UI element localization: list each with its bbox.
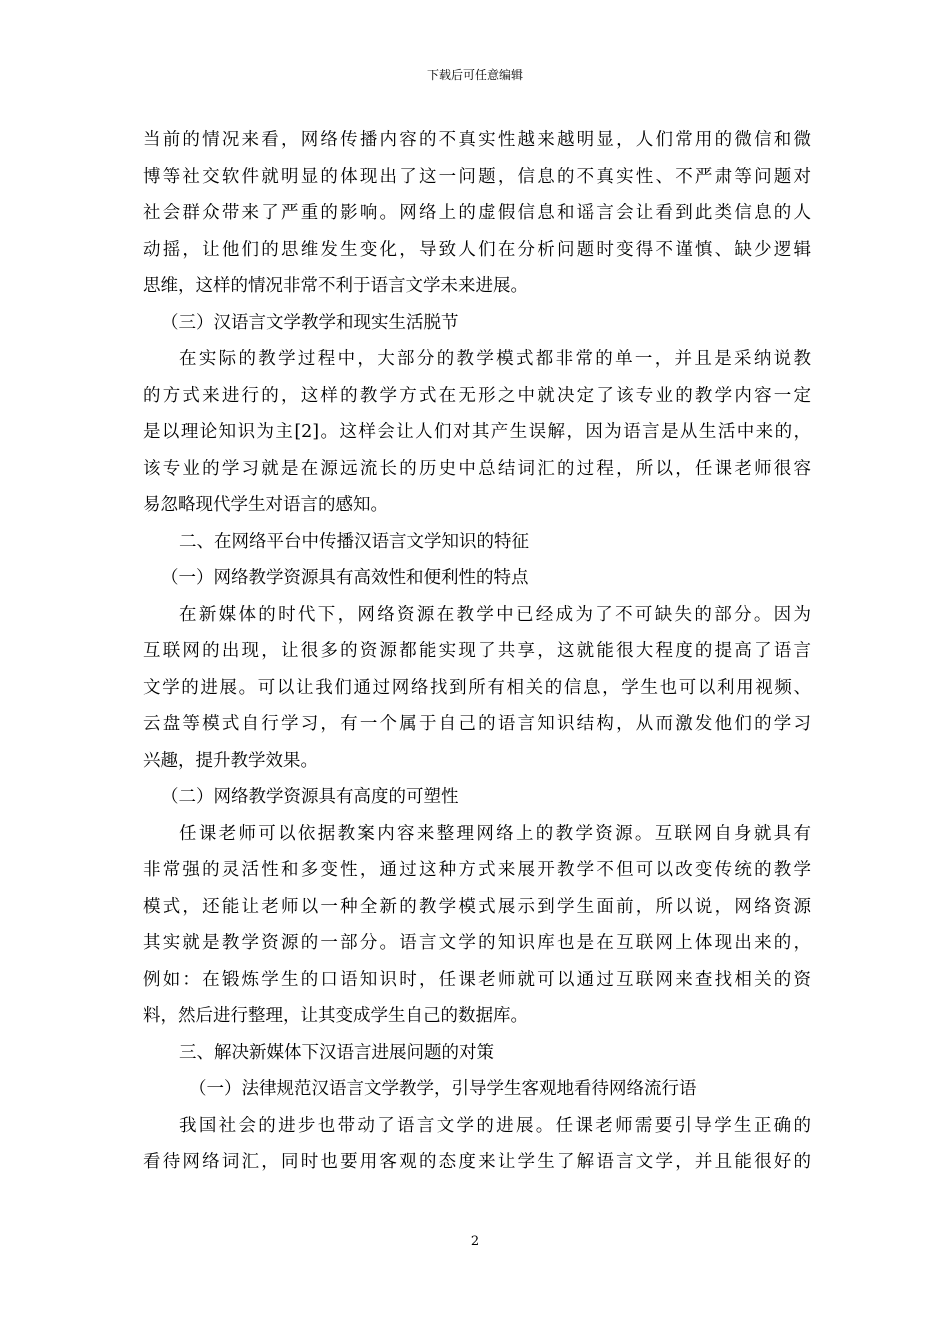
subsection-heading: （一）法律规范汉语言文学教学，引导学生客观地看待网络流行语 bbox=[189, 1079, 697, 1099]
text-line: 在新媒体的时代下，网络资源在教学中已经成为了不可缺失的部分。因为 bbox=[179, 604, 811, 625]
text-line: 该专业的学习就是在源远流长的历史中总结词汇的过程，所以，任课老师很容 bbox=[143, 458, 811, 479]
text-line: 易忽略现代学生对语言的感知。 bbox=[143, 495, 388, 515]
subsection-heading: （三）汉语言文学教学和现实生活脱节 bbox=[161, 312, 459, 333]
text-line: 是以理论知识为主[2]。这样会让人们对其产生误解，因为语言是从生活中来的， bbox=[143, 422, 811, 442]
text-line: 看待网络词汇，同时也要用客观的态度来让学生了解语言文学，并且能很好的 bbox=[143, 1152, 811, 1172]
text-line: 例如：在锻炼学生的口语知识时，任课老师就可以通过互联网来查找相关的资 bbox=[143, 969, 811, 990]
page-header: 下载后可任意编辑 bbox=[426, 68, 523, 82]
body-text bbox=[143, 122, 811, 1181]
text-line: 社会群众带来了严重的影响。网络上的虚假信息和谣言会让看到此类信息的人 bbox=[143, 203, 811, 223]
text-line: 非常强的灵活性和多变性，通过这种方式来展开教学不但可以改变传统的教学 bbox=[143, 860, 811, 880]
section-heading: 三、解决新媒体下汉语言进展问题的对策 bbox=[179, 1042, 494, 1063]
text-line: 在实际的教学过程中，大部分的教学模式都非常的单一，并且是采纳说教 bbox=[179, 349, 811, 369]
text-line: 兴趣，提升教学效果。 bbox=[143, 750, 318, 771]
text-line: 我国社会的进步也带动了语言文学的进展。任课老师需要引导学生正确的 bbox=[179, 1115, 811, 1136]
section-heading: 二、在网络平台中传播汉语言文学知识的特征 bbox=[179, 531, 529, 552]
subsection-heading: （二）网络教学资源具有高度的可塑性 bbox=[161, 787, 459, 807]
subsection-heading: （一）网络教学资源具有高效性和便利性的特点 bbox=[161, 568, 529, 588]
text-line: 博等社交软件就明显的体现出了这一问题，信息的不真实性、不严肃等问题对 bbox=[143, 166, 811, 187]
text-line: 云盘等模式自行学习，有一个属于自己的语言知识结构，从而激发他们的学习 bbox=[143, 714, 811, 734]
text-line: 料，然后进行整理，让其变成学生自己的数据库。 bbox=[143, 1006, 528, 1026]
text-line: 动摇，让他们的思维发生变化，导致人们在分析问题时变得不谨慎、缺少逻辑 bbox=[143, 239, 811, 260]
text-line: 其实就是教学资源的一部分。语言文学的知识库也是在互联网上体现出来的， bbox=[143, 933, 811, 953]
text-line: 思维，这样的情况非常不利于语言文学未来进展。 bbox=[143, 276, 528, 296]
text-line: 模式，还能让老师以一种全新的教学模式展示到学生面前，所以说，网络资源 bbox=[143, 896, 811, 917]
text-line: 互联网的出现，让很多的资源都能实现了共享，这就能很大程度的提高了语言 bbox=[143, 641, 811, 661]
text-line: 当前的情况来看，网络传播内容的不真实性越来越明显，人们常用的微信和微 bbox=[143, 130, 811, 150]
text-line: 任课老师可以依据教案内容来整理网络上的教学资源。互联网自身就具有 bbox=[179, 823, 811, 844]
text-line: 的方式来进行的，这样的教学方式在无形之中就决定了该专业的教学内容一定 bbox=[143, 385, 811, 406]
page-number: 2 bbox=[470, 1234, 480, 1249]
text-line: 文学的进展。可以让我们通过网络找到所有相关的信息，学生也可以利用视频、 bbox=[143, 677, 811, 698]
